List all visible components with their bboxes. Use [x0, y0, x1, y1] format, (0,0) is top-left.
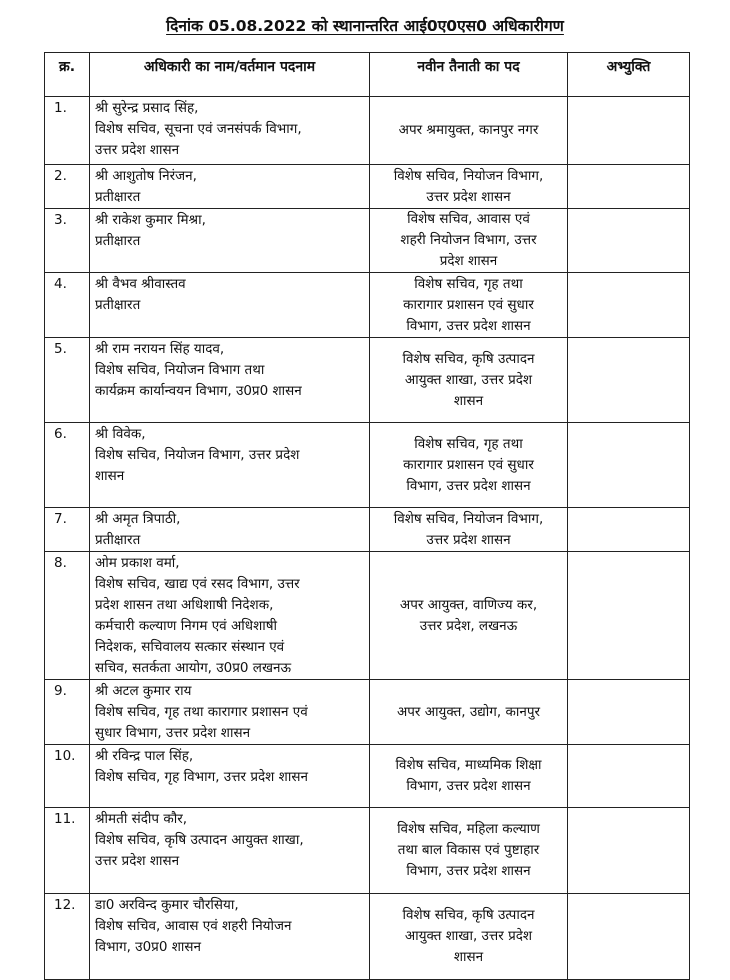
remarks-cell	[568, 552, 690, 680]
new-post-line: आयुक्त शाखा, उत्तर प्रदेश	[404, 928, 533, 944]
officer-name-line: प्रतीक्षारत	[95, 297, 141, 313]
new-post-cell	[370, 745, 568, 808]
table-row	[45, 508, 690, 552]
officer-name-cell	[90, 423, 370, 508]
officer-name-line: श्री अमृत त्रिपाठी,	[95, 511, 181, 527]
officer-name-line: प्रतीक्षारत	[95, 532, 141, 548]
officer-name-line: विशेष सचिव, नियोजन विभाग, उत्तर प्रदेश	[95, 447, 300, 463]
table-row	[45, 745, 690, 808]
new-post-line: शासन	[453, 949, 484, 965]
new-post-line: विशेष सचिव, माध्यमिक शिक्षा	[395, 757, 542, 773]
new-post-cell	[370, 552, 568, 680]
row-serial: 5.	[45, 338, 90, 423]
row-serial: 2.	[45, 165, 90, 209]
officer-name-line: श्री राम नरायन सिंह यादव,	[95, 341, 225, 357]
table-row	[45, 808, 690, 894]
new-post-line: शहरी नियोजन विभाग, उत्तर	[400, 232, 537, 248]
remarks-cell	[568, 680, 690, 745]
new-post-line: उत्तर प्रदेश शासन	[426, 188, 511, 205]
new-post-cell	[370, 165, 568, 209]
officer-name-line: विशेष सचिव, सूचना एवं जनसंपर्क विभाग,	[95, 121, 302, 137]
new-post-line: विशेष सचिव, गृह तथा	[414, 435, 523, 452]
officer-name-line: विशेष सचिव, गृह विभाग, उत्तर प्रदेश शासन	[95, 769, 308, 785]
table-row	[45, 97, 690, 165]
new-post-line: विशेष सचिव, गृह तथा	[414, 275, 523, 292]
header-name: अधिकारी का नाम/वर्तमान पदनाम	[90, 53, 370, 97]
officer-name-cell	[90, 97, 370, 165]
officer-name-line: विशेष सचिव, आवास एवं शहरी नियोजन	[95, 918, 292, 934]
remarks-cell	[568, 338, 690, 423]
officer-name-line: सचिव, सतर्कता आयोग, उ0प्र0 लखनऊ	[95, 660, 292, 676]
row-serial: 1.	[45, 97, 90, 165]
new-post-line: कारागार प्रशासन एवं सुधार	[403, 296, 534, 313]
officer-name-line: कर्मचारी कल्याण निगम एवं अधिशाषी	[95, 618, 278, 634]
new-post-cell	[370, 97, 568, 165]
officer-name-cell	[90, 552, 370, 680]
new-post-cell	[370, 338, 568, 423]
row-serial: 8.	[45, 552, 90, 680]
table-row	[45, 552, 690, 680]
new-post-cell	[370, 273, 568, 338]
new-post-line: विशेष सचिव, कृषि उत्पादन	[402, 907, 535, 923]
new-post-line: विशेष सचिव, नियोजन विभाग,	[393, 510, 544, 527]
officer-name-line: श्री रविन्द्र पाल सिंह,	[95, 748, 194, 764]
remarks-cell	[568, 273, 690, 338]
row-serial: 7.	[45, 508, 90, 552]
officer-name-line: विशेष सचिव, खाद्य एवं रसद विभाग, उत्तर	[95, 576, 300, 592]
officer-name-line: श्री आशुतोष निरंजन,	[95, 168, 197, 184]
officer-name-line: कार्यक्रम कार्यान्वयन विभाग, उ0प्र0 शासन	[95, 383, 302, 399]
new-post-line: अपर आयुक्त, वाणिज्य कर,	[399, 596, 538, 613]
officer-name-cell	[90, 508, 370, 552]
header-new-post: नवीन तैनाती का पद	[370, 53, 568, 97]
officer-name-line: निदेशक, सचिवालय सत्कार संस्थान एवं	[95, 639, 285, 655]
officer-name-line: श्री विवेक,	[95, 426, 146, 442]
table-row	[45, 209, 690, 273]
officer-name-line: उत्तर प्रदेश शासन	[95, 853, 180, 869]
table-body	[45, 97, 690, 980]
remarks-cell	[568, 745, 690, 808]
new-post-line: कारागार प्रशासन एवं सुधार	[403, 456, 534, 473]
new-post-line: तथा बाल विकास एवं पुष्टाहार	[397, 842, 540, 858]
table-row	[45, 423, 690, 508]
officer-name-line: विभाग, उ0प्र0 शासन	[95, 939, 202, 955]
new-post-line: आयुक्त शाखा, उत्तर प्रदेश	[404, 371, 533, 388]
officer-name-cell	[90, 680, 370, 745]
officer-name-line: श्री राकेश कुमार मिश्रा,	[95, 212, 206, 228]
header-sn: क्र.	[45, 53, 90, 97]
officer-name-cell	[90, 894, 370, 980]
new-post-line: विशेष सचिव, महिला कल्याण	[397, 821, 540, 837]
new-post-line: विशेष सचिव, आवास एवं	[407, 211, 530, 227]
officer-name-line: प्रदेश शासन तथा अधिशाषी निदेशक,	[95, 597, 274, 613]
officer-name-cell	[90, 165, 370, 209]
page-title	[0, 14, 730, 36]
officer-name-cell	[90, 273, 370, 338]
officer-name-line: ओम प्रकाश वर्मा,	[95, 555, 180, 571]
new-post-line: विशेष सचिव, नियोजन विभाग,	[393, 167, 544, 184]
officer-name-line: विशेष सचिव, नियोजन विभाग तथा	[95, 362, 265, 378]
table-row	[45, 338, 690, 423]
row-serial: 9.	[45, 680, 90, 745]
officer-name-line: उत्तर प्रदेश शासन	[95, 142, 180, 158]
new-post-line: विभाग, उत्तर प्रदेश शासन	[406, 477, 531, 494]
new-post-cell	[370, 894, 568, 980]
officer-name-line: विशेष सचिव, गृह तथा कारागार प्रशासन एवं	[95, 704, 308, 720]
header-row	[45, 53, 690, 97]
new-post-line: शासन	[453, 392, 484, 409]
row-serial: 4.	[45, 273, 90, 338]
remarks-cell	[568, 423, 690, 508]
transfer-table	[44, 52, 690, 980]
row-serial: 6.	[45, 423, 90, 508]
officer-name-line: डा0 अरविन्द कुमार चौरसिया,	[95, 897, 239, 913]
officer-name-line: विशेष सचिव, कृषि उत्पादन आयुक्त शाखा,	[95, 832, 304, 848]
remarks-cell	[568, 894, 690, 980]
new-post-line: उत्तर प्रदेश शासन	[426, 531, 511, 548]
page-title-text: दिनांक 05.08.2022 को स्थानान्तरित आई0ए0एस0 अधिकारीगण	[166, 17, 564, 35]
officer-name-line: सुधार विभाग, उत्तर प्रदेश शासन	[95, 725, 251, 741]
officer-name-line: शासन	[95, 468, 125, 484]
table-row	[45, 894, 690, 980]
row-serial: 11.	[45, 808, 90, 894]
row-serial: 10.	[45, 745, 90, 808]
new-post-line: उत्तर प्रदेश, लखनऊ	[419, 617, 518, 634]
new-post-cell	[370, 508, 568, 552]
officer-name-cell	[90, 338, 370, 423]
table-row	[45, 273, 690, 338]
new-post-cell	[370, 808, 568, 894]
new-post-cell	[370, 209, 568, 273]
officer-name-cell	[90, 209, 370, 273]
new-post-cell	[370, 680, 568, 745]
officer-name-line: श्री अटल कुमार राय	[95, 683, 192, 699]
new-post-line: अपर श्रमायुक्त, कानपुर नगर	[398, 122, 539, 138]
new-post-line: विभाग, उत्तर प्रदेश शासन	[406, 317, 531, 334]
remarks-cell	[568, 808, 690, 894]
new-post-line: विभाग, उत्तर प्रदेश शासन	[406, 778, 531, 794]
new-post-cell	[370, 423, 568, 508]
officer-name-line: श्रीमती संदीप कौर,	[95, 811, 188, 827]
officer-name-line: श्री वैभव श्रीवास्तव	[95, 276, 186, 292]
row-serial: 3.	[45, 209, 90, 273]
new-post-line: विभाग, उत्तर प्रदेश शासन	[406, 863, 531, 879]
header-remarks: अभ्युक्ति	[568, 53, 690, 97]
officer-name-line: प्रतीक्षारत	[95, 233, 141, 249]
remarks-cell	[568, 209, 690, 273]
new-post-line: अपर आयुक्त, उद्योग, कानपुर	[396, 703, 541, 720]
table-row	[45, 680, 690, 745]
officer-name-line: प्रतीक्षारत	[95, 189, 141, 205]
row-serial: 12.	[45, 894, 90, 980]
remarks-cell	[568, 165, 690, 209]
remarks-cell	[568, 97, 690, 165]
new-post-line: प्रदेश शासन	[439, 253, 498, 269]
new-post-line: विशेष सचिव, कृषि उत्पादन	[402, 350, 535, 367]
officer-name-cell	[90, 808, 370, 894]
remarks-cell	[568, 508, 690, 552]
table-row	[45, 165, 690, 209]
officer-name-line: श्री सुरेन्द्र प्रसाद सिंह,	[95, 100, 199, 116]
officer-name-cell	[90, 745, 370, 808]
